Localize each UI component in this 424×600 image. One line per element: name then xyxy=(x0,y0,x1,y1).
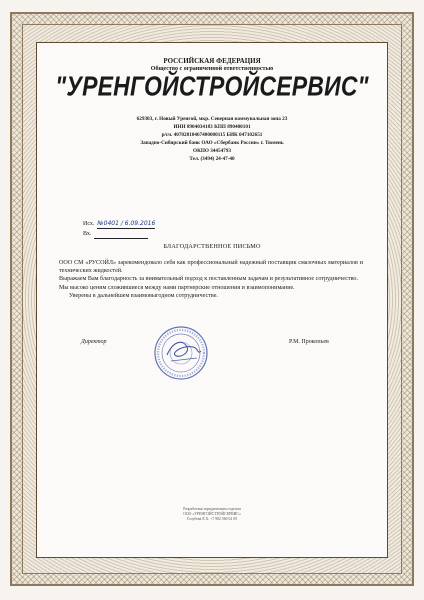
header-detail-line: ИНН 8904034183 КПП 890400101 xyxy=(173,124,251,130)
company-stamp-icon xyxy=(153,325,209,381)
letter-paragraph: Мы высоко ценим сложившиеся между нами партнерские отношения и взаимопонимание. xyxy=(59,284,295,291)
footer-line: Разработано юридическим отделом xyxy=(183,507,241,511)
header-details xyxy=(37,115,387,163)
header-detail-line: Тел. (3494) 24-47-40 xyxy=(189,156,235,162)
letter-references xyxy=(83,219,155,239)
footer-line: ООО «УРЕНГОЙСТРОЙСЕРВИС» xyxy=(183,512,241,516)
letter-title: БЛАГОДАРСТВЕННОЕ ПИСЬМО xyxy=(163,243,261,250)
letter-paragraph: Уверены в дальнейшем взаимовыгодном сотрудничестве. xyxy=(69,292,218,299)
incoming-ref xyxy=(83,229,155,239)
header-detail-line: ОКПО 34454793 xyxy=(193,148,231,154)
outgoing-ref xyxy=(83,219,155,229)
letter-paragraph: ООО СМ «РУСОЙЛ» зарекомендовало себя как профессиональный надежный поставщик смазочных материалов и технических жидкостей. xyxy=(59,260,363,275)
letter-paragraph: Выражаем Вам благодарность за внимательный подход к поставленным задачам и результативное сотрудничество. xyxy=(59,276,358,283)
signer-position: Директор xyxy=(81,339,107,345)
incoming-ref-value xyxy=(94,238,148,239)
signer-name: Р.М. Прокопьев xyxy=(289,339,329,345)
outgoing-ref-label: Исх. xyxy=(83,221,95,227)
footer-line: Голубева Е.Х. +7 982 560 02 09 xyxy=(186,517,238,521)
header-detail-line: Западно-Сибирский банк ОАО «Сбербанк России» г. Тюмень xyxy=(140,140,284,146)
incoming-ref-label: Вх. xyxy=(83,231,92,237)
footer-note xyxy=(37,507,387,522)
letter-body xyxy=(59,259,363,300)
header-legal-form: Общество с ограниченной ответственностью xyxy=(150,66,274,72)
outgoing-ref-value: №0401 / 6.09.2016 xyxy=(97,220,156,227)
header-detail-line: р/сч. 40702810467400000115 БИК 047102651 xyxy=(161,132,263,138)
letter-sheet xyxy=(36,42,388,558)
header-company-name: "УРЕНГОЙСТРОЙСЕРВИС" xyxy=(55,70,369,102)
header-detail-line: 629303, г. Новый Уренгой, мкр. Северная коммунальная зона 23 xyxy=(136,116,288,122)
header-country: РОССИЙСКАЯ ФЕДЕРАЦИЯ xyxy=(163,57,261,65)
